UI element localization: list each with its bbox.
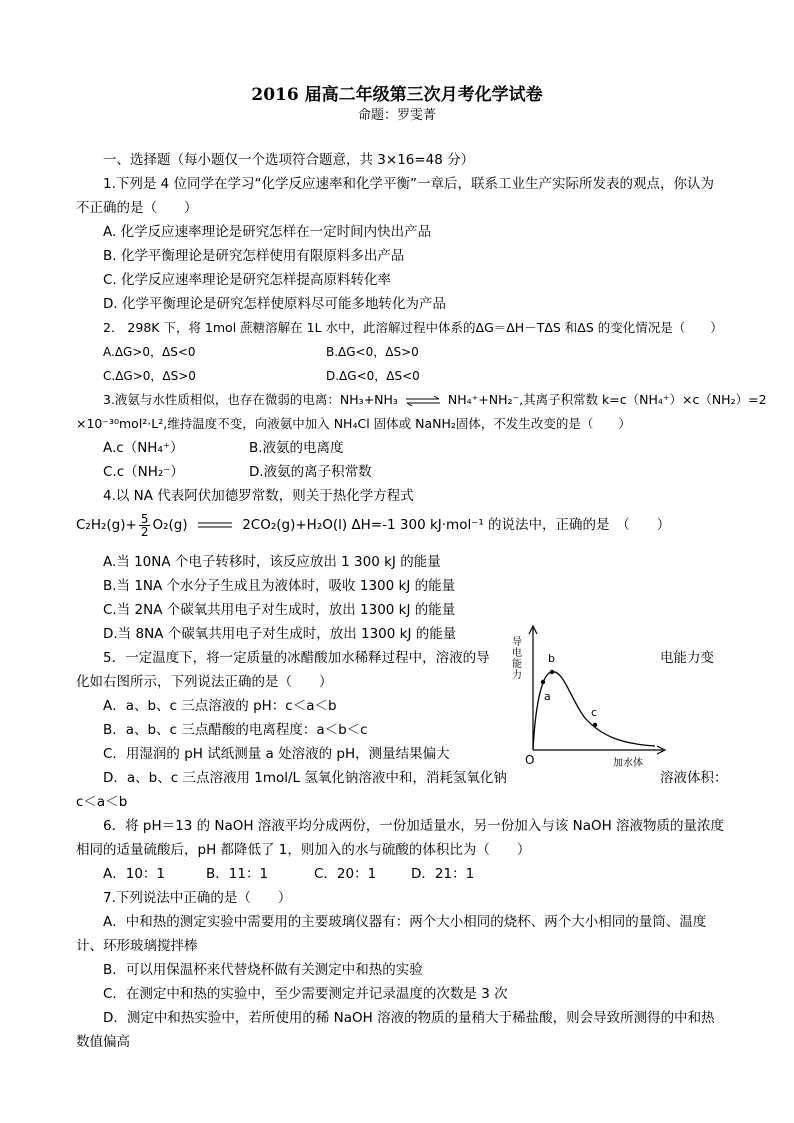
q1-stem-line1: 1.下列是 4 位同学在学习“化学反应速率和化学平衡”一章后，联系工业生产实际所发表的观点，你认为	[103, 176, 715, 192]
exam-title: 2016 届高二年级第三次月考化学试卷	[251, 85, 543, 105]
q5-option-c: C．用湿润的 pH 试纸测量 a 处溶液的 pH，测量结果偏大	[103, 746, 450, 762]
q7-option-a-line2: 计、环形玻璃搅拌棒	[76, 938, 198, 954]
q4-option-d: D.当 8NA 个碳氧共用电子对生成时，放出 1300 kJ 的能量	[103, 626, 457, 642]
q3-stem-part1: 3.液氨与水性质相似，也存在微弱的电离：NH₃+NH₃	[103, 392, 398, 407]
q7-option-c: C．在测定中和热的实验中，至少需要测定并记录温度的次数是 3 次	[103, 986, 508, 1002]
graph-origin: O	[525, 753, 535, 767]
equation-products: 2CO₂(g)+H₂O(l) ΔH=-1 300 kJ·mol⁻¹ 的说法中，正确的是 （ ）	[242, 517, 671, 533]
graph-y-label: 导电能力	[509, 636, 521, 680]
q5-option-d-line1-left: D．a、b、c 三点溶液用 1mol/L 氢氧化钠溶液中和，消耗氢氧化钠	[103, 770, 507, 786]
q3-stem-part2: NH₄⁺+NH₂⁻,其离子积常数 k=c（NH₄⁺）×c（NH₂）=2	[447, 392, 767, 407]
q5-stem-line2: 化如右图所示，下列说法正确的是（ ）	[76, 674, 333, 690]
graph-label-a: a	[544, 690, 551, 703]
graph-point-c	[593, 723, 597, 727]
q7-option-b: B．可以用保温杯来代替烧杯做有关测定中和热的实验	[103, 962, 423, 978]
q3-option-c: C.c（NH₂⁻）	[103, 464, 184, 480]
q5-option-d-line2: c＜a＜b	[76, 794, 128, 810]
q5-option-b: B．a、b、c 三点醋酸的电离程度：a＜b＜c	[103, 722, 368, 738]
q2-option-a: A.ΔG>0，ΔS<0	[103, 345, 196, 359]
q3-stem-line2: ×10⁻³⁰mol²·L²,维持温度不变，向液氨中加入 NH₄Cl 固体或 NaNH₂固体，不发生改变的是（ ）	[76, 416, 631, 431]
q6-option-d: D．21：1	[411, 866, 475, 882]
q1-option-c: C. 化学反应速率理论是研究怎样提高原料转化率	[103, 272, 392, 288]
conductivity-graph	[505, 620, 675, 770]
q7-option-d-line2: 数值偏高	[76, 1034, 130, 1050]
q7-option-a-line1: A．中和热的测定实验中需要用的主要玻璃仪器有：两个大小相同的烧杯、两个大小相同的量筒、温度	[103, 914, 707, 930]
q1-option-a: A. 化学反应速率理论是研究怎样在一定时间内快出产品	[103, 224, 432, 240]
equilibrium-arrow-icon	[405, 396, 441, 406]
graph-label-b: b	[548, 652, 555, 665]
q6-stem-line1: 6．将 pH＝13 的 NaOH 溶液平均分成两份，一份加适量水，另一份加入与该 NaOH 溶液物质的量浓度	[103, 818, 725, 834]
q4-option-a: A.当 10NA 个电子转移时，该反应放出 1 300 kJ 的能量	[103, 554, 441, 570]
q3-option-b: B.液氨的电离度	[249, 440, 344, 456]
q2-option-b: B.ΔG<0，ΔS>0	[326, 345, 419, 359]
q3-option-d: D.液氨的离子积常数	[249, 464, 372, 480]
q4-option-b: B.当 1NA 个水分子生成且为液体时，吸收 1300 kJ 的能量	[103, 578, 456, 594]
q4-option-c: C.当 2NA 个碳氧共用电子对生成时，放出 1300 kJ 的能量	[103, 602, 456, 618]
graph-point-b	[550, 670, 554, 674]
q5-option-d-line1-right: 溶液体积：	[660, 770, 728, 786]
fraction-numerator: 5	[140, 511, 149, 526]
q6-option-a: A．10：1	[103, 866, 166, 882]
q7-stem: 7.下列说法中正确的是（ ）	[103, 890, 292, 906]
q6-option-b: B．11：1	[206, 866, 269, 882]
q6-option-c: C．20：1	[314, 866, 377, 882]
q2-stem: 2． 298K 下，将 1mol 蔗糖溶解在 1L 水中，此溶解过程中体系的ΔG＝ΔH－TΔS 和ΔS 的变化情况是（ ）	[103, 320, 723, 335]
equation-coefficient-fraction	[139, 513, 151, 538]
section-heading: 一、选择题（每小题仅一个选项符合题意，共 3×16=48 分）	[103, 152, 475, 168]
reaction-arrow-icon	[195, 520, 235, 530]
q5-option-a: A．a、b、c 三点溶液的 pH：c＜a＜b	[103, 698, 337, 714]
q1-option-d: D. 化学平衡理论是研究怎样使原料尽可能多地转化为产品	[103, 296, 446, 312]
graph-x-label: 加水体	[613, 758, 643, 769]
q2-option-d: D.ΔG<0，ΔS<0	[326, 369, 420, 383]
equation-reactant-2: O₂(g)	[152, 517, 188, 533]
exam-author: 命题：罗雯菁	[357, 108, 436, 123]
q5-stem-line1-right: 电能力变	[660, 650, 714, 666]
q5-stem-line1-left: 5．一定温度下，将一定质量的冰醋酸加水稀释过程中，溶液的导	[103, 650, 490, 666]
q6-stem-line2: 相同的适量硫酸后，pH 都降低了 1，则加入的水与硫酸的体积比为（ ）	[76, 842, 531, 858]
q3-stem-line1	[103, 391, 767, 409]
q3-option-a: A.c（NH₄⁺）	[103, 440, 184, 456]
q4-stem-line1: 4.以 NA 代表阿伏加德罗常数，则关于热化学方程式	[103, 488, 414, 504]
q1-stem-line2: 不正确的是（ ）	[76, 200, 198, 216]
q1-option-b: B. 化学平衡理论是研究怎样使用有限原料多出产品	[103, 248, 405, 264]
equation-reactant-1: C₂H₂(g)+	[76, 517, 137, 533]
graph-label-c: c	[591, 706, 598, 719]
q2-option-c: C.ΔG>0，ΔS>0	[103, 369, 196, 383]
thermochemical-equation	[76, 510, 670, 540]
graph-point-a	[541, 680, 545, 684]
q7-option-d-line1: D．测定中和热实验中，若所使用的稀 NaOH 溶液的物质的量稍大于稀盐酸，则会导致所测得的中和热	[103, 1010, 715, 1026]
fraction-denominator: 2	[140, 524, 149, 539]
